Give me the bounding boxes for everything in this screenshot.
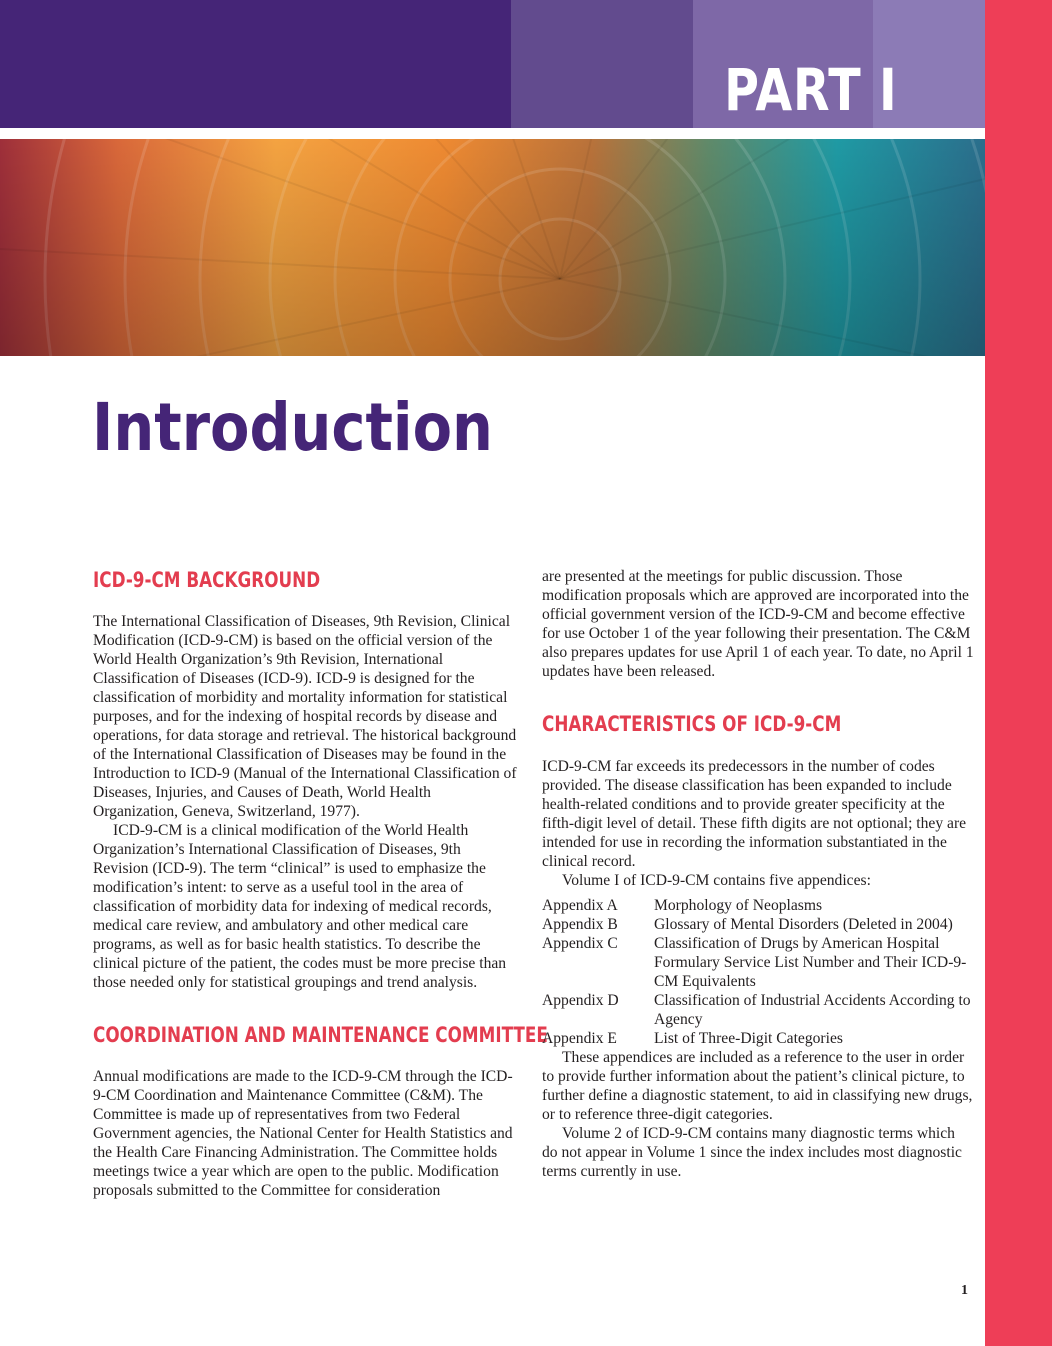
appendix-label: Appendix A (542, 897, 618, 914)
paragraph: ICD-9-CM far exceeds its predecessors in the number of codes provided. The disease classification has been expanded to include health-related conditions and to provide greater specificity at the fifth-digit level of detail. These fifth digits are not optional; they are intended for use in recording the information substantiated in the clinical record. (542, 758, 967, 870)
appendix-label: Appendix E (542, 1030, 617, 1047)
paragraph: are presented at the meetings for public discussion. Those modification proposals which are approved are incorporated into the official government version of the ICD-9-CM and become effective for use October 1 of the year following their presentation. The C&M also prepares updates for use April 1 of each year. To date, no April 1 updates have been released. (542, 568, 974, 680)
section-heading-characteristics: CHARACTERISTICS OF ICD-9-CM (542, 712, 842, 736)
part-header-band (0, 0, 985, 128)
paragraph: ICD-9-CM is a clinical modification of the World Health Organization’s International Classification of Diseases, 9th Revision (ICD-9). The term “clinical” is used to emphasize the modification’s intent: to serve as a useful tool in the area of classification of morbidity data for indexing of medical records, medical care review, and ambulatory and other medical care programs, as well as for basic health statistics. To describe the clinical picture of the patient, the codes must be more precise than those needed only for statistical groupings and trend analysis. (93, 822, 507, 991)
section-heading-committee: COORDINATION AND MAINTENANCE COMMITTEE (93, 1023, 548, 1047)
left-column (93, 567, 548, 1200)
appendix-row (542, 991, 974, 1029)
appendix-label: Appendix D (542, 992, 619, 1009)
appendix-label: Appendix B (542, 916, 618, 933)
right-column (542, 567, 974, 1181)
appendix-row (542, 896, 974, 915)
section-heading-background: ICD-9-CM BACKGROUND (93, 568, 321, 592)
page-title: Introduction (92, 389, 493, 466)
appendix-row (542, 934, 974, 991)
appendix-description: Morphology of Neoplasms (654, 897, 823, 914)
appendix-description: List of Three-Digit Categories (654, 1030, 843, 1047)
paragraph: These appendices are included as a reference to the user in order to provide further information about the patient’s clinical picture, to further define a diagnostic statement, to aid in classifying new drugs, or to reference three-digit categories. (542, 1049, 973, 1123)
appendix-row (542, 915, 974, 934)
paragraph: Volume 2 of ICD-9-CM contains many diagnostic terms which do not appear in Volume 1 since the index includes most diagnostic terms currently in use. (542, 1125, 962, 1180)
appendix-description: Glossary of Mental Disorders (Deleted in 2004) (654, 916, 953, 933)
appendix-label: Appendix C (542, 935, 618, 952)
page-number: 1 (961, 1283, 968, 1298)
appendix-description: Classification of Industrial Accidents According to Agency (654, 992, 971, 1028)
paragraph: Volume I of ICD-9-CM contains five appendices: (562, 872, 871, 889)
decorative-banner-image (0, 139, 985, 356)
appendix-description: Classification of Drugs by American Hospital Formulary Service List Number and Their ICD-9-CM Equivalents (654, 935, 967, 990)
radial-tile-pattern (0, 139, 985, 356)
part-label: PART I (723, 56, 897, 124)
side-accent-bar (985, 0, 1052, 1346)
appendix-row (542, 1029, 974, 1048)
header-block (511, 0, 693, 128)
paragraph: Annual modifications are made to the ICD-9-CM through the ICD-9-CM Coordination and Maintenance Committee (C&M). The Committee is made up of representatives from two Federal Government agencies, the National Center for Health Statistics and the Health Care Financing Administration. The Committee holds meetings twice a year which are open to the public. Modification proposals submitted to the Committee for consideration (93, 1068, 513, 1199)
header-block (0, 0, 511, 128)
paragraph: The International Classification of Diseases, 9th Revision, Clinical Modification (ICD-9-CM) is based on the official version of the World Health Organization’s 9th Revision, International Classification of Diseases (ICD-9). ICD-9 is designed for the classification of morbidity and mortality information for statistical purposes, and for the indexing of hospital records by disease and operations, for data storage and retrieval. The historical background of the International Classification of Diseases may be found in the Introduction to ICD-9 (Manual of the International Classification of Diseases, Injuries, and Causes of Death, World Health Organization, Geneva, Switzerland, 1977). (93, 613, 517, 820)
